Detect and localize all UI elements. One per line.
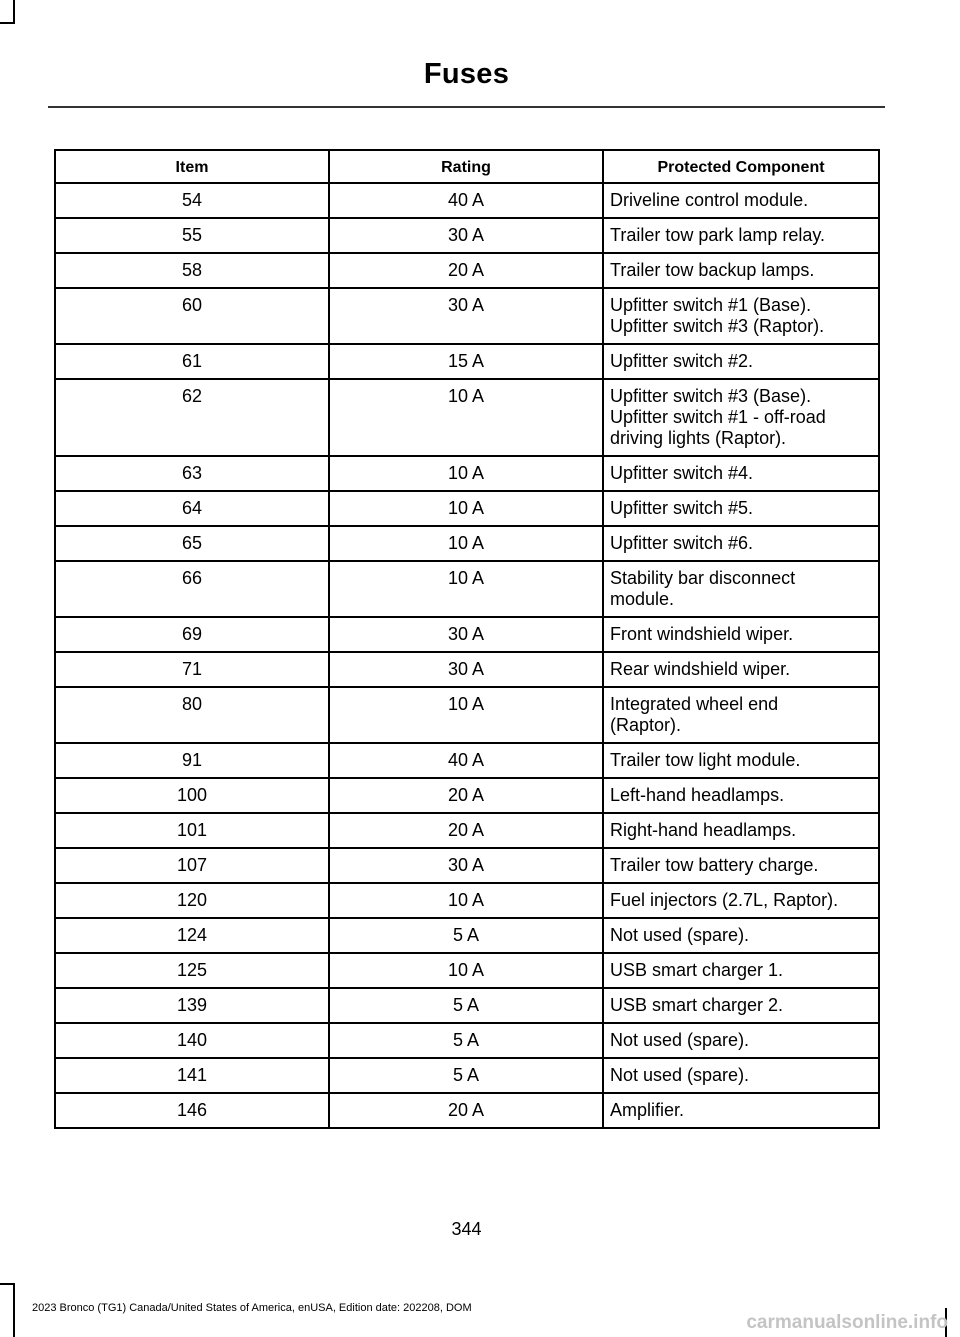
protected-component-cell: Not used (spare). — [603, 918, 879, 953]
protected-component-cell: Upfitter switch #1 (Base). Upfitter switch #3 (Raptor). — [603, 288, 879, 344]
table-row — [55, 1023, 879, 1058]
fuse-item-cell: 60 — [55, 288, 329, 344]
table-row — [55, 953, 879, 988]
fuse-item-cell: 71 — [55, 652, 329, 687]
crop-mark — [13, 1283, 15, 1337]
fuse-rating-cell: 10 A — [329, 491, 603, 526]
protected-component-cell: Left-hand headlamps. — [603, 778, 879, 813]
fuse-rating-cell: 10 A — [329, 883, 603, 918]
protected-component-cell: Not used (spare). — [603, 1058, 879, 1093]
table-row — [55, 687, 879, 743]
table-row — [55, 526, 879, 561]
table-row — [55, 218, 879, 253]
fuse-rating-cell: 10 A — [329, 953, 603, 988]
fuse-item-cell: 125 — [55, 953, 329, 988]
table-row — [55, 743, 879, 778]
fuse-rating-cell: 5 A — [329, 1023, 603, 1058]
fuse-rating-cell: 5 A — [329, 1058, 603, 1093]
fuse-item-cell: 101 — [55, 813, 329, 848]
table-row — [55, 813, 879, 848]
protected-component-cell: Not used (spare). — [603, 1023, 879, 1058]
fuse-rating-cell: 30 A — [329, 218, 603, 253]
fuse-rating-cell: 15 A — [329, 344, 603, 379]
protected-component-cell: USB smart charger 1. — [603, 953, 879, 988]
fuse-item-cell: 107 — [55, 848, 329, 883]
column-header-rating: Rating — [329, 150, 603, 183]
fuse-rating-cell: 30 A — [329, 617, 603, 652]
protected-component-cell: USB smart charger 2. — [603, 988, 879, 1023]
fuse-item-cell: 63 — [55, 456, 329, 491]
protected-component-cell: Stability bar disconnect module. — [603, 561, 879, 617]
table-row — [55, 491, 879, 526]
protected-component-cell: Driveline control module. — [603, 183, 879, 218]
table-row — [55, 253, 879, 288]
table-row — [55, 918, 879, 953]
fuse-item-cell: 55 — [55, 218, 329, 253]
fuse-item-cell: 58 — [55, 253, 329, 288]
table-row — [55, 379, 879, 456]
fuse-rating-cell: 40 A — [329, 183, 603, 218]
protected-component-cell: Fuel injectors (2.7L, Raptor). — [603, 883, 879, 918]
fuse-rating-cell: 30 A — [329, 652, 603, 687]
fuse-item-cell: 124 — [55, 918, 329, 953]
fuse-item-cell: 100 — [55, 778, 329, 813]
protected-component-cell: Upfitter switch #2. — [603, 344, 879, 379]
fuse-rating-cell: 30 A — [329, 848, 603, 883]
protected-component-cell: Trailer tow park lamp relay. — [603, 218, 879, 253]
fuse-item-cell: 80 — [55, 687, 329, 743]
fuse-rating-cell: 20 A — [329, 778, 603, 813]
fuse-item-cell: 140 — [55, 1023, 329, 1058]
fuse-item-cell: 66 — [55, 561, 329, 617]
crop-mark — [0, 22, 15, 24]
fuse-item-cell: 139 — [55, 988, 329, 1023]
fuse-rating-cell: 10 A — [329, 456, 603, 491]
protected-component-cell: Front windshield wiper. — [603, 617, 879, 652]
table-row — [55, 848, 879, 883]
crop-mark — [13, 0, 15, 24]
page-title: Fuses — [423, 58, 510, 90]
fuse-item-cell: 69 — [55, 617, 329, 652]
fuse-item-cell: 62 — [55, 379, 329, 456]
table-row — [55, 183, 879, 218]
fuse-item-cell: 65 — [55, 526, 329, 561]
protected-component-cell: Trailer tow backup lamps. — [603, 253, 879, 288]
table-body — [55, 183, 879, 1128]
table-row — [55, 344, 879, 379]
fuse-item-cell: 91 — [55, 743, 329, 778]
table-header-row — [55, 150, 879, 183]
table-row — [55, 1058, 879, 1093]
table-row — [55, 288, 879, 344]
fuse-item-cell: 61 — [55, 344, 329, 379]
table-row — [55, 652, 879, 687]
fuse-item-cell: 146 — [55, 1093, 329, 1128]
crop-mark — [0, 1283, 15, 1285]
fuse-rating-cell: 30 A — [329, 288, 603, 344]
fuse-rating-cell: 10 A — [329, 687, 603, 743]
fuse-rating-cell: 5 A — [329, 988, 603, 1023]
fuse-table — [54, 149, 880, 1129]
protected-component-cell: Upfitter switch #3 (Base). Upfitter switch #1 - off-road driving lights (Raptor). — [603, 379, 879, 456]
fuse-rating-cell: 20 A — [329, 1093, 603, 1128]
edition-footer: 2023 Bronco (TG1) Canada/United States of America, enUSA, Edition date: 202208, DOM — [32, 1302, 472, 1314]
fuse-item-cell: 141 — [55, 1058, 329, 1093]
table-row — [55, 883, 879, 918]
watermark: carmanualsonline.info — [746, 1312, 948, 1333]
protected-component-cell: Right-hand headlamps. — [603, 813, 879, 848]
protected-component-cell: Trailer tow light module. — [603, 743, 879, 778]
fuse-rating-cell: 5 A — [329, 918, 603, 953]
column-header-protected-component: Protected Component — [603, 150, 879, 183]
protected-component-cell: Integrated wheel end (Raptor). — [603, 687, 879, 743]
fuse-rating-cell: 40 A — [329, 743, 603, 778]
protected-component-cell: Upfitter switch #5. — [603, 491, 879, 526]
protected-component-cell: Amplifier. — [603, 1093, 879, 1128]
fuse-rating-cell: 10 A — [329, 561, 603, 617]
column-header-item: Item — [55, 150, 329, 183]
fuse-item-cell: 64 — [55, 491, 329, 526]
table-row — [55, 561, 879, 617]
table-row — [55, 617, 879, 652]
fuse-rating-cell: 10 A — [329, 379, 603, 456]
protected-component-cell: Upfitter switch #4. — [603, 456, 879, 491]
fuse-rating-cell: 20 A — [329, 253, 603, 288]
table-row — [55, 778, 879, 813]
table-row — [55, 988, 879, 1023]
title-divider — [48, 106, 885, 108]
table-row — [55, 456, 879, 491]
protected-component-cell: Rear windshield wiper. — [603, 652, 879, 687]
fuse-rating-cell: 10 A — [329, 526, 603, 561]
protected-component-cell: Trailer tow battery charge. — [603, 848, 879, 883]
fuse-item-cell: 54 — [55, 183, 329, 218]
fuse-rating-cell: 20 A — [329, 813, 603, 848]
protected-component-cell: Upfitter switch #6. — [603, 526, 879, 561]
page-number: 344 — [451, 1219, 482, 1239]
table-row — [55, 1093, 879, 1128]
fuse-item-cell: 120 — [55, 883, 329, 918]
